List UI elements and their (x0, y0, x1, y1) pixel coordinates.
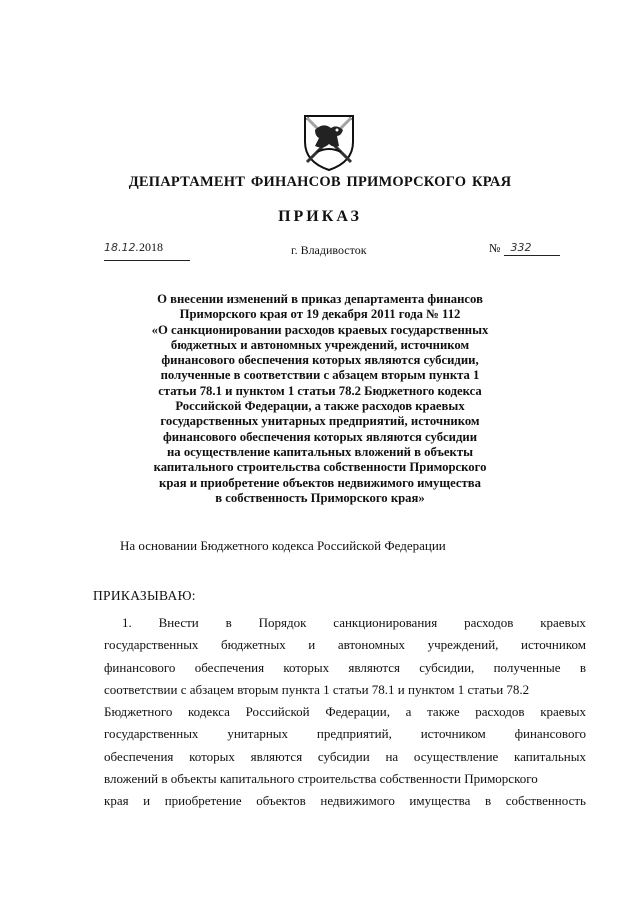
body-word: объектов (256, 793, 306, 809)
body-line (104, 657, 586, 679)
body-word: края (104, 793, 129, 809)
body-word: соответствии с абзацем вторым пункта 1 статьи 78.1 и пунктом 1 статьи 78.2 (104, 681, 530, 697)
title-line: капитального строительства собственности Приморского (153, 460, 487, 475)
body-line (104, 701, 586, 723)
body-word: которых (189, 748, 235, 764)
body-word: источником (420, 726, 486, 742)
body-word: капитальных (514, 748, 586, 764)
title-line: Приморского края от 19 декабря 2011 года № 112 (179, 307, 461, 322)
body-word: имущества (409, 793, 471, 809)
title-line: финансового обеспечения которых являются субсидии (162, 429, 478, 444)
title-line: О внесении изменений в приказ департамента финансов (157, 292, 483, 306)
body-word: полученные (493, 659, 561, 675)
body-word: субсидии, (419, 659, 475, 675)
body-word: Бюджетного (104, 704, 173, 720)
body-word: Внести (158, 615, 199, 630)
body-word: краевых (540, 704, 586, 720)
body-line (104, 612, 586, 634)
body-word: расходов (475, 704, 525, 720)
number-sign: № (489, 241, 501, 255)
title-line: края и приобретение объектов недвижимого имущества (159, 475, 481, 490)
city: г. Владивосток (291, 243, 367, 257)
title-line: государственных унитарных предприятий, источником (160, 414, 480, 429)
title-line: на осуществление капитальных вложений в объекты (167, 444, 473, 459)
body-line (104, 768, 586, 790)
body-word: государственных (104, 637, 199, 653)
body-word: Российской (245, 704, 310, 720)
body-word: и (143, 793, 151, 809)
body-word: приобретение (164, 793, 242, 809)
order-number (489, 240, 569, 260)
document-title (110, 292, 530, 506)
department-name: ДЕПАРТАМЕНТ ФИНАНСОВ ПРИМОРСКОГО КРАЯ (128, 174, 512, 190)
body-word: недвижимого (320, 793, 395, 809)
title-line: финансового обеспечения которых являются субсидии, (161, 353, 479, 368)
body-line (104, 723, 586, 745)
body-word: на (385, 748, 399, 764)
order-body (104, 612, 586, 813)
document-type: ПРИКАЗ (278, 208, 362, 225)
body-word: государственных (104, 726, 199, 742)
date-year: 2018 (139, 240, 163, 254)
title-line: в собственность Приморского края» (215, 490, 425, 505)
body-word: обеспечения (194, 659, 265, 675)
body-word: а (405, 704, 412, 720)
handwritten-date: 18.12. (104, 241, 139, 254)
body-word: 1. (122, 615, 132, 630)
body-word: финансового (514, 726, 586, 742)
order-date (104, 240, 190, 261)
body-word: автономных (337, 637, 406, 653)
body-line (104, 790, 586, 812)
body-word: в (484, 793, 492, 809)
body-word: в (579, 659, 586, 675)
body-word: финансового (104, 659, 176, 675)
body-word: являются (348, 659, 400, 675)
body-word: учреждений, (427, 637, 499, 653)
body-word: источником (520, 637, 586, 653)
handwritten-number: 332 (510, 241, 532, 254)
body-word: унитарных (227, 726, 289, 742)
body-word: и (308, 637, 316, 653)
title-line: Российской Федерации, а также расходов краевых (175, 399, 465, 414)
body-line (104, 634, 586, 656)
body-word: осуществление (413, 748, 499, 764)
body-line (104, 679, 586, 701)
legal-basis: На основании Бюджетного кодекса Российской Федерации (120, 538, 446, 553)
body-word: предприятий, (316, 726, 392, 742)
body-word: являются (250, 748, 303, 764)
body-word: санкционирования (333, 615, 438, 630)
body-line (104, 746, 586, 768)
body-word: вложений в объекты капитального строительства собственности Приморского (104, 771, 538, 787)
title-line: «О санкционировании расходов краевых государственных (151, 322, 489, 337)
body-word: субсидии (317, 748, 370, 764)
body-word: также (427, 704, 460, 720)
body-word: бюджетных (221, 637, 286, 653)
body-word: собственность (505, 793, 586, 809)
body-word: в (225, 615, 232, 630)
title-line: статьи 78.1 и пунктом 1 статьи 78.2 Бюджетного кодекса (158, 383, 482, 398)
body-word: обеспечения (104, 748, 174, 764)
order-word: ПРИКАЗЫВАЮ: (93, 588, 196, 603)
body-word: Федерации, (325, 704, 390, 720)
body-word: которых (283, 659, 330, 675)
body-word: краевых (540, 615, 586, 630)
primorsky-coat-of-arms-icon (301, 112, 357, 172)
title-line: бюджетных и автономных учреждений, источником (170, 337, 470, 352)
body-word: Порядок (258, 615, 307, 630)
title-line: полученные в соответствии с абзацем вторым пункта 1 (160, 368, 480, 383)
body-word: кодекса (188, 704, 230, 720)
body-word: расходов (464, 615, 514, 630)
